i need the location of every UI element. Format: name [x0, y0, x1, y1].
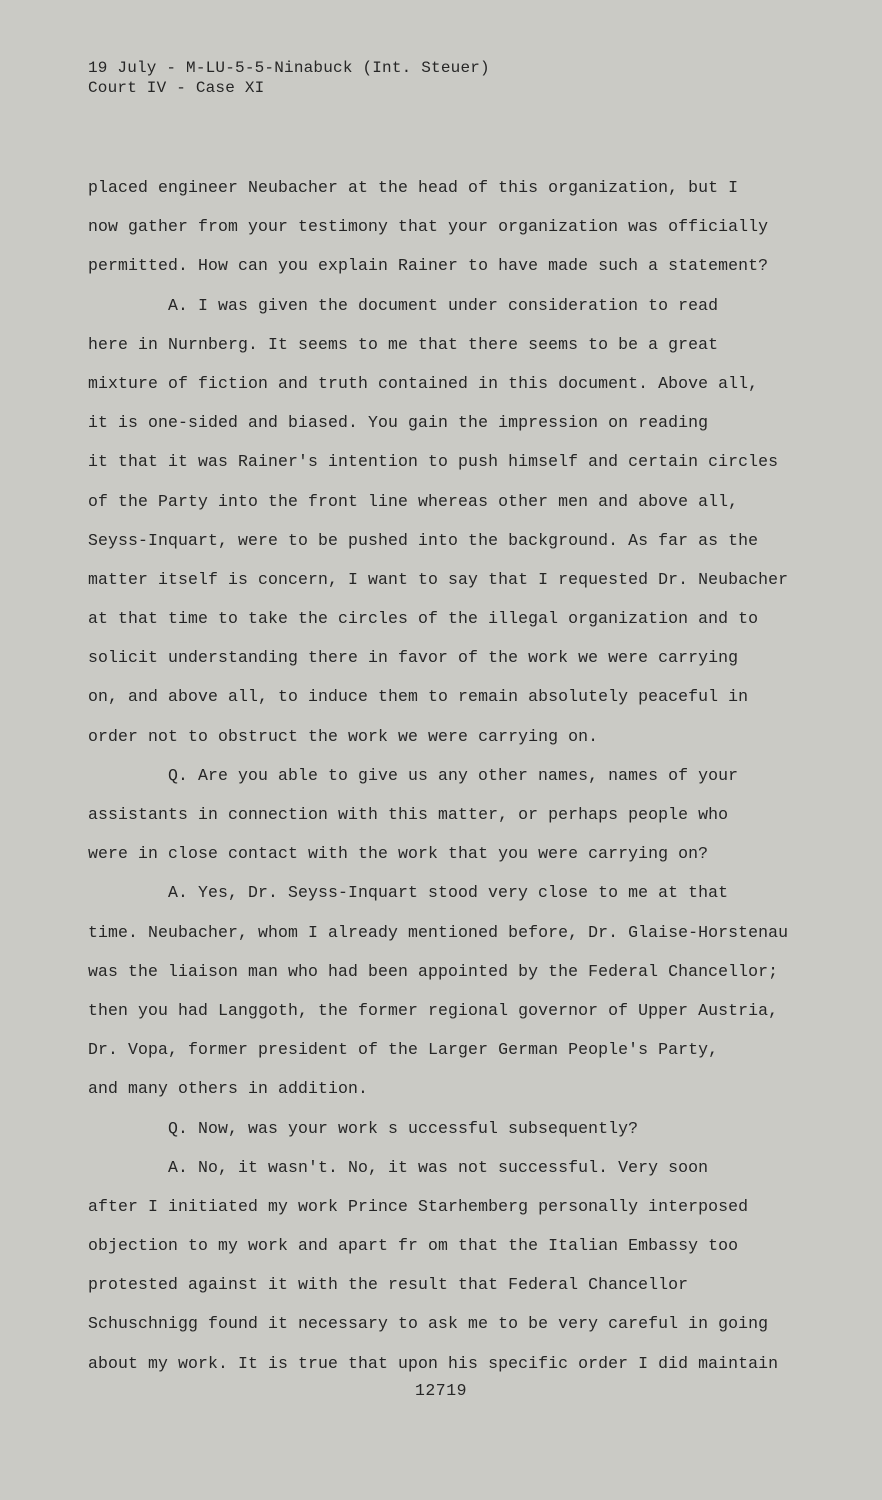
- transcript-line: placed engineer Neubacher at the head of this organization, but I: [88, 178, 739, 197]
- transcript-line: and many others in addition.: [88, 1079, 369, 1099]
- header-line-1: 19 July - M-LU-5-5-Ninabuck (Int. Steuer): [88, 59, 490, 77]
- document-header: [88, 58, 490, 98]
- transcript-line: protested against it with the result that Federal Chancellor: [88, 1275, 689, 1295]
- transcript-line: about my work. It is true that upon his specific order I did maintain: [88, 1353, 779, 1373]
- transcript-line: Dr. Vopa, former president of the Larger German People's Party,: [88, 1040, 719, 1060]
- transcript-line: A. Yes, Dr. Seyss-Inquart stood very close to me at that: [168, 883, 729, 903]
- transcript-line: A. I was given the document under consideration to read: [168, 295, 719, 315]
- transcript-line: now gather from your testimony that your organization was officially: [88, 217, 769, 237]
- transcript-line: time. Neubacher, whom I already mentioned before, Dr. Glaise-Horstenau: [88, 922, 789, 942]
- transcript-line: it is one-sided and biased. You gain the impression on reading: [88, 413, 709, 433]
- transcript-line: Q. Are you able to give us any other names, names of your: [168, 765, 739, 785]
- transcript-line: assistants in connection with this matter, or perhaps people who: [88, 805, 729, 824]
- transcript-line: Seyss-Inquart, were to be pushed into the background. As far as the: [88, 530, 759, 550]
- transcript-line: at that time to take the circles of the illegal organization and to: [88, 609, 759, 629]
- transcript-line: were in close contact with the work that you were carrying on?: [88, 844, 709, 864]
- transcript-line: objection to my work and apart fr om that the Italian Embassy too: [88, 1236, 739, 1256]
- transcript-line: was the liaison man who had been appointed by the Federal Chancellor;: [88, 961, 779, 981]
- transcript-line: here in Nurnberg. It seems to me that there seems to be a great: [88, 334, 719, 354]
- header-line-2: Court IV - Case XI: [88, 79, 265, 97]
- transcript-line: solicit understanding there in favor of the work we were carrying: [88, 648, 739, 668]
- transcript-line: Q. Now, was your work s uccessful subsequently?: [168, 1118, 639, 1138]
- transcript-line: after I initiated my work Prince Starhemberg personally interposed: [88, 1196, 749, 1216]
- page-number: 12719: [414, 1381, 467, 1400]
- transcript-line: it that it was Rainer's intention to push himself and certain circles: [88, 452, 779, 472]
- transcript-body: [88, 168, 788, 1383]
- transcript-line: A. No, it wasn't. No, it was not successful. Very soon: [168, 1157, 709, 1177]
- transcript-line: permitted. How can you explain Rainer to have made such a statement?: [88, 256, 769, 276]
- transcript-line: matter itself is concern, I want to say that I requested Dr. Neubacher: [88, 569, 789, 589]
- transcript-line: Schuschnigg found it necessary to ask me to be very careful in going: [88, 1314, 769, 1334]
- transcript-line: mixture of fiction and truth contained in this document. Above all,: [88, 373, 759, 393]
- transcript-line: on, and above all, to induce them to remain absolutely peaceful in: [88, 687, 749, 707]
- transcript-line: order not to obstruct the work we were carrying on.: [88, 726, 599, 746]
- transcript-line: then you had Langgoth, the former regional governor of Upper Austria,: [88, 1000, 779, 1020]
- transcript-line: of the Party into the front line whereas other men and above all,: [88, 491, 739, 511]
